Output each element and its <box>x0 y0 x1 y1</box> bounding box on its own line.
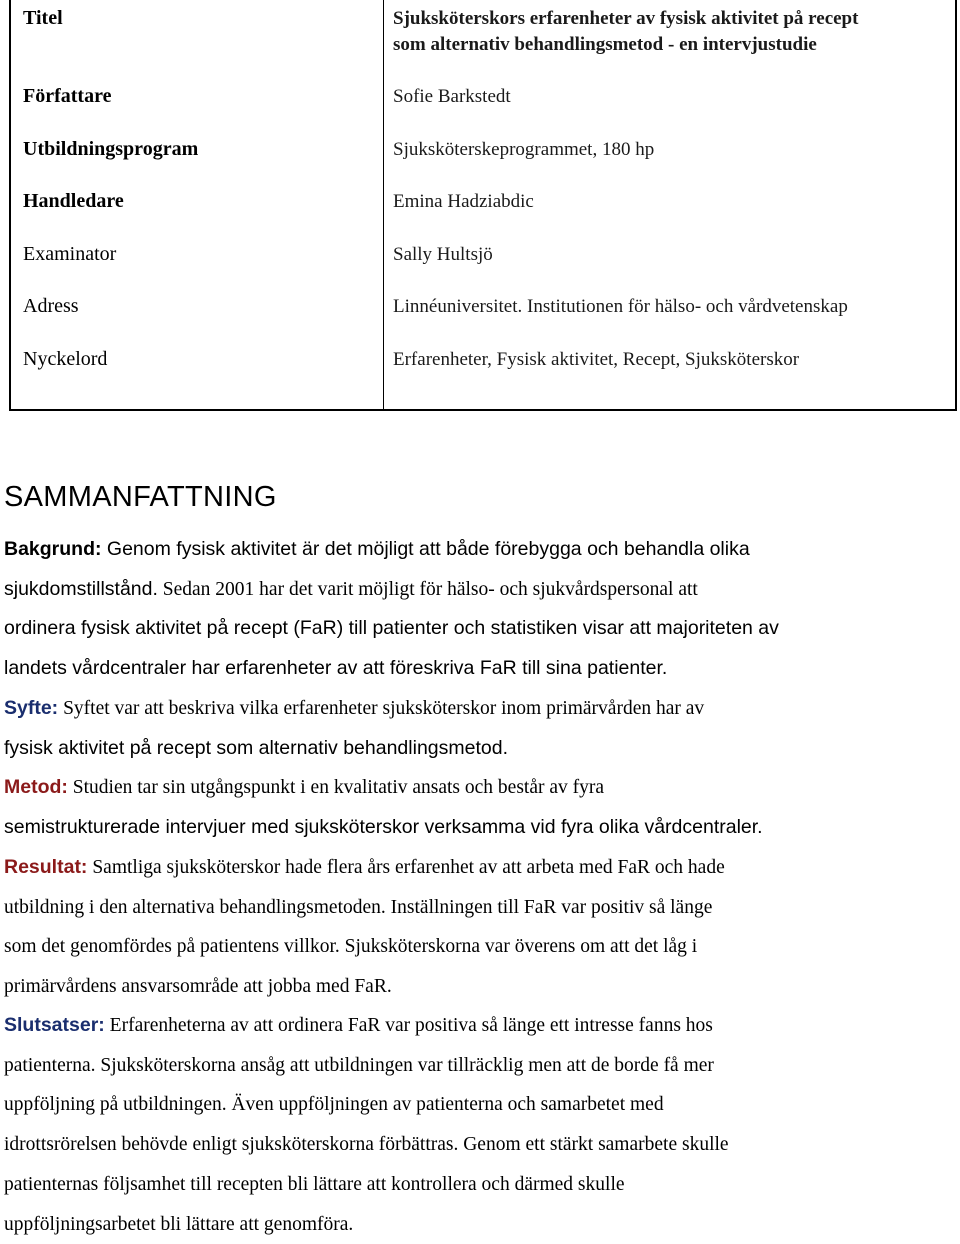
address-label: Adress <box>23 295 79 317</box>
method-line2: semistrukturerade intervjuer med sjuksköterskor verksamma vid fyra olika vårdcentraler. <box>4 815 763 838</box>
result-line3: som det genomfördes på patientens villkor. Sjuksköterskorna var överens om att det låg i <box>4 936 698 958</box>
aim-line1: Syftet var att beskriva vilka erfarenheter sjuksköterskor inom primärvården har av <box>58 698 705 719</box>
method-label: Metod: <box>4 776 68 798</box>
conclusion-paragraph <box>4 1006 954 1244</box>
aim-paragraph <box>4 689 954 768</box>
background-line2a: sjukdomstillstånd. <box>4 577 158 600</box>
background-paragraph <box>4 530 954 689</box>
conclusion-line5: patienternas följsamhet till recepten bli lättare att kontrollera och därmed skulle <box>4 1173 625 1195</box>
program-label: Utbildningsprogram <box>23 138 199 160</box>
conclusion-line6: uppföljningsarbetet bli lättare att genomföra. <box>4 1213 354 1235</box>
examiner-label: Examinator <box>23 243 117 265</box>
examiner-value: Sally Hultsjö <box>393 244 493 265</box>
conclusion-line2: patienterna. Sjuksköterskorna ansåg att utbildningen var tillräcklig men att de borde få mer <box>4 1054 714 1076</box>
supervisor-label: Handledare <box>23 190 124 212</box>
conclusion-line1: Erfarenheterna av att ordinera FaR var positiva så länge ett intresse fanns hos <box>104 1015 713 1036</box>
result-label: Resultat: <box>4 856 88 878</box>
conclusion-label: Slutsatser: <box>4 1014 105 1036</box>
background-line2b: Sedan 2001 har det varit möjligt för hälso- och sjukvårdspersonal att <box>157 578 698 600</box>
address-value: Linnéuniversitet. Institutionen för hälso- och vårdvetenskap <box>393 296 848 317</box>
summary-heading: SAMMANFATTNING <box>4 481 277 513</box>
keywords-label: Nyckelord <box>23 348 108 370</box>
result-line2: utbildning i den alternativa behandlingsmetoden. Inställningen till FaR var positiv så länge <box>4 896 713 918</box>
aim-line2: fysisk aktivitet på recept som alternativ behandlingsmetod. <box>4 736 509 759</box>
title-value-line2: som alternativ behandlingsmetod - en intervjustudie <box>393 34 817 55</box>
background-line1: Genom fysisk aktivitet är det möjligt att både förebygga och behandla olika <box>101 538 750 560</box>
program-value: Sjuksköterskeprogrammet, 180 hp <box>393 139 655 160</box>
author-value: Sofie Barkstedt <box>393 86 511 107</box>
result-line4: primärvårdens ansvarsområde att jobba med FaR. <box>4 976 392 998</box>
background-line4: landets vårdcentraler har erfarenheter av att föreskriva FaR till sina patienter. <box>4 657 668 680</box>
result-line1: Samtliga sjuksköterskor hade flera års erfarenhet av att arbeta med FaR och hade <box>87 857 725 878</box>
supervisor-value: Emina Hadziabdic <box>393 191 534 212</box>
title-value-line1: Sjuksköterskors erfarenheter av fysisk aktivitet på recept <box>393 8 859 29</box>
method-line1: Studien tar sin utgångspunkt i en kvalitativ ansats och består av fyra <box>67 777 605 798</box>
column-divider <box>383 0 384 409</box>
method-paragraph <box>4 768 954 847</box>
aim-label: Syfte: <box>4 697 59 719</box>
keywords-value: Erfarenheter, Fysisk aktivitet, Recept, Sjuksköterskor <box>393 349 800 370</box>
author-label: Författare <box>23 85 112 107</box>
title-label: Titel <box>23 7 63 29</box>
result-paragraph <box>4 848 954 1007</box>
background-line3: ordinera fysisk aktivitet på recept (FaR) till patienter och statistiken visar att majoriteten av <box>4 617 779 640</box>
metadata-table <box>9 0 957 411</box>
conclusion-line3: uppföljning på utbildningen. Även uppföljningen av patienterna och samarbetet med <box>4 1094 664 1116</box>
background-label: Bakgrund: <box>4 538 102 560</box>
conclusion-line4: idrottsrörelsen behövde enligt sjuksköterskorna förbättras. Genom ett stärkt samarbete skulle <box>4 1134 729 1156</box>
